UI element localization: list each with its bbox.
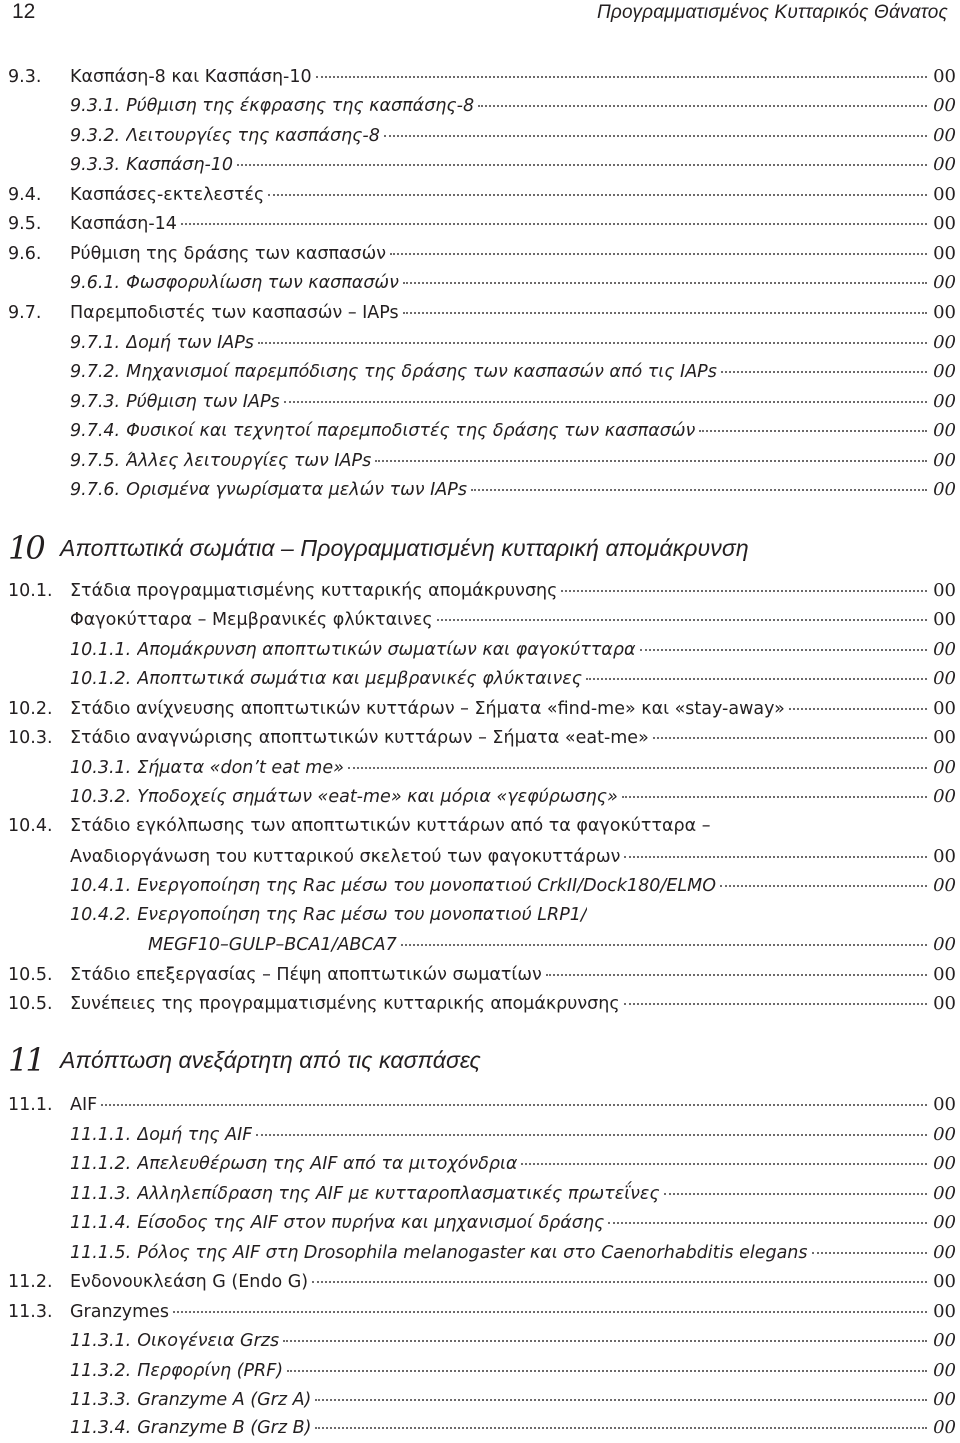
dot-leader: [287, 1370, 927, 1372]
dot-leader: [315, 1399, 927, 1401]
entry-title: Κασπάση-10: [126, 155, 234, 175]
entry-title: Δομή της AIF: [137, 1125, 253, 1145]
entry-title: Λειτουργίες της κασπάσης-8: [126, 126, 380, 146]
entry-page: 00: [933, 1389, 956, 1410]
dot-leader: [283, 1340, 927, 1342]
entry-number: 11.3.3.: [70, 1390, 132, 1410]
dot-leader: [258, 342, 927, 344]
entry-number: 9.7.1.: [70, 333, 121, 353]
entry-page: 00: [933, 846, 956, 867]
entry-page: 00: [933, 1212, 956, 1233]
entry-title: Στάδιο επεξεργασίας – Πέψη αποπτωτικών σωματίων: [70, 965, 542, 985]
entry-page: 00: [933, 757, 956, 778]
entry-title: Φωσφορυλίωση των κασπασών: [126, 273, 399, 293]
toc-entry[interactable]: [8, 1149, 956, 1178]
dot-leader: [268, 194, 927, 196]
entry-title: Granzyme B (Grz B): [137, 1418, 312, 1438]
chapter-title: Αποπτωτικά σωμάτια – Προγραμματισμένη κυτταρική απομάκρυνση: [60, 534, 749, 561]
dot-leader: [312, 1281, 927, 1283]
entry-page: 00: [933, 125, 956, 146]
toc-entry[interactable]: [8, 1120, 956, 1149]
entry-title: Ρύθμιση της δράσης των κασπασών: [70, 244, 387, 264]
entry-number: 11.3.: [8, 1302, 53, 1322]
entry-number: 10.1.: [8, 581, 53, 601]
running-title: Προγραμματισμένος Κυτταρικός Θάνατος: [596, 2, 948, 23]
entry-title: Αποπτωτικά σωμάτια και μεμβρανικές φλύκταινες: [137, 669, 583, 689]
entry-page: 00: [933, 786, 956, 807]
toc-entry[interactable]: [8, 1413, 956, 1442]
toc-entry[interactable]: [8, 1090, 956, 1119]
entry-number: 11.1.2.: [70, 1154, 132, 1174]
dot-leader: [699, 430, 927, 432]
entry-number: 11.1.3.: [70, 1184, 132, 1204]
entry-number: 11.3.2.: [70, 1361, 132, 1381]
dot-leader: [471, 489, 927, 491]
entry-number: 9.7.4.: [70, 421, 121, 441]
entry-page: 00: [933, 1183, 956, 1204]
dot-leader: [284, 401, 927, 403]
dot-leader: [624, 1003, 927, 1005]
entry-title: Απομάκρυνση αποπτωτικών σωματίων και φαγοκύτταρα: [137, 640, 636, 660]
toc-entry[interactable]: [8, 694, 956, 723]
dot-leader: [664, 1193, 927, 1195]
entry-title: Ενεργοποίηση της Rac μέσω του μονοπατιού LRP1/: [137, 905, 587, 925]
dot-leader: [789, 708, 927, 710]
entry-number: 11.2.: [8, 1272, 53, 1292]
entry-number: 9.3.: [8, 67, 42, 87]
entry-page: 00: [933, 302, 956, 323]
entry-number: 10.4.: [8, 816, 53, 836]
entry-number: 11.1.1.: [70, 1125, 132, 1145]
entry-number: 9.6.: [8, 244, 42, 264]
dot-leader: [237, 164, 927, 166]
entry-title: Στάδιο αναγνώρισης αποπτωτικών κυττάρων – Σήματα «eat-me»: [70, 728, 649, 748]
dot-leader: [586, 678, 927, 680]
entry-page: 00: [933, 934, 956, 955]
entry-number: 9.6.1.: [70, 273, 121, 293]
entry-page: 00: [933, 1360, 956, 1381]
chapter-title: Απόπτωση ανεξάρτητη από τις κασπάσες: [60, 1046, 481, 1073]
entry-page: 00: [933, 1271, 956, 1292]
entry-title: Στάδια προγραμματισμένης κυτταρικής απομάκρυνσης: [70, 581, 558, 601]
entry-title: Κασπάση-14: [70, 214, 177, 234]
entry-page: 00: [933, 479, 956, 500]
toc-entry[interactable]: [8, 782, 956, 811]
entry-page: 00: [933, 727, 956, 748]
entry-title: Είσοδος της AIF στον πυρήνα και μηχανισμοί δράσης: [137, 1213, 605, 1233]
entry-page: 00: [933, 1417, 956, 1438]
entry-number: 9.7.5.: [70, 451, 121, 471]
toc-entry[interactable]: [8, 812, 956, 841]
toc-entry[interactable]: [8, 842, 956, 871]
toc-entry[interactable]: [8, 150, 956, 179]
entry-title: MEGF10–GULP–BCA1/ABCA7: [148, 935, 397, 955]
dot-leader: [348, 767, 927, 769]
chapter-number: 11: [8, 1041, 43, 1079]
dot-leader: [101, 1104, 927, 1106]
toc-entry[interactable]: [8, 753, 956, 782]
entry-title: Αναδιοργάνωση του κυτταρικού σκελετού των φαγοκυττάρων: [70, 847, 621, 867]
toc-entry[interactable]: [8, 62, 956, 91]
dot-leader: [173, 1311, 927, 1313]
toc-entry[interactable]: [8, 416, 956, 445]
entry-number: 9.7.2.: [70, 362, 121, 382]
entry-page: 00: [933, 243, 956, 264]
toc-entry[interactable]: [8, 268, 956, 297]
entry-page: 00: [933, 154, 956, 175]
entry-title: Απελευθέρωση της AIF από τα μιτοχόνδρια: [137, 1154, 518, 1174]
toc-entry[interactable]: [8, 1267, 956, 1296]
toc-entry[interactable]: [8, 930, 956, 959]
entry-number: 9.7.3.: [70, 392, 121, 412]
entry-title: Υποδοχείς σημάτων «eat-me» και μόρια «γεφύρωσης»: [137, 787, 618, 807]
chapter-heading[interactable]: [8, 528, 749, 568]
toc-entry[interactable]: [8, 209, 956, 238]
entry-number: 10.4.1.: [70, 876, 132, 896]
entry-title: Ρύθμιση των IAPs: [126, 392, 280, 412]
entry-page: 00: [933, 1242, 956, 1263]
chapter-number: 10: [8, 529, 43, 567]
entry-number: 10.3.1.: [70, 758, 132, 778]
toc-entry[interactable]: [8, 446, 956, 475]
dot-leader: [561, 590, 927, 592]
dot-leader: [401, 944, 927, 946]
entry-number: 10.5.: [8, 965, 53, 985]
entry-page: 00: [933, 361, 956, 382]
entry-page: 00: [933, 668, 956, 689]
entry-page: 00: [933, 391, 956, 412]
dot-leader: [181, 223, 927, 225]
entry-title: Αλληλεπίδραση της AIF με κυτταροπλασματικές πρωτεΐνες: [137, 1184, 660, 1204]
toc-entry[interactable]: [8, 1297, 956, 1326]
entry-number: 11.3.1.: [70, 1331, 132, 1351]
toc-entry[interactable]: [8, 960, 956, 989]
toc-entry[interactable]: [8, 357, 956, 386]
entry-page: 00: [933, 1124, 956, 1145]
toc-entry[interactable]: [8, 1238, 956, 1267]
entry-number: 11.1.5.: [70, 1243, 132, 1263]
toc-entry[interactable]: [8, 1179, 956, 1208]
entry-title: Περφορίνη (PRF): [137, 1361, 284, 1381]
entry-title: Ενδονουκλεάση G (Endo G): [70, 1272, 309, 1292]
entry-page: 00: [933, 698, 956, 719]
dot-leader: [437, 619, 928, 621]
dot-leader: [608, 1222, 927, 1224]
entry-page: 00: [933, 420, 956, 441]
dot-leader: [403, 282, 927, 284]
entry-page: 00: [933, 1330, 956, 1351]
entry-number: 11.3.4.: [70, 1418, 132, 1438]
dot-leader: [521, 1163, 927, 1165]
entry-title: Μηχανισμοί παρεμπόδισης της δράσης των κασπασών από τις IAPs: [126, 362, 717, 382]
entry-number: 10.5.: [8, 994, 53, 1014]
entry-title: Δομή των IAPs: [126, 333, 254, 353]
toc-entry[interactable]: [8, 871, 956, 900]
entry-number: 9.5.: [8, 214, 42, 234]
toc-entry[interactable]: [8, 635, 956, 664]
entry-page: 00: [933, 1301, 956, 1322]
entry-title: AIF: [70, 1095, 98, 1115]
entry-title: Στάδιο ανίχνευσης αποπτωτικών κυττάρων – Σήματα «find-me» και «stay-away»: [70, 699, 785, 719]
dot-leader: [653, 737, 927, 739]
entry-page: 00: [933, 964, 956, 985]
entry-number: 11.1.: [8, 1095, 53, 1115]
dot-leader: [403, 312, 927, 314]
entry-number: 9.3.2.: [70, 126, 121, 146]
dot-leader: [390, 253, 927, 255]
entry-title: Φυσικοί και τεχνητοί παρεμποδιστές της δράσης των κασπασών: [126, 421, 696, 441]
toc-entry[interactable]: [8, 664, 956, 693]
toc-entry[interactable]: [8, 1356, 956, 1385]
entry-page: 00: [933, 95, 956, 116]
entry-page: 00: [933, 450, 956, 471]
entry-number: 9.4.: [8, 185, 42, 205]
dot-leader: [812, 1252, 928, 1254]
dot-leader: [256, 1134, 927, 1136]
entry-number: 9.7.: [8, 303, 42, 323]
dot-leader: [624, 856, 927, 858]
dot-leader: [384, 135, 927, 137]
entry-number: 10.1.1.: [70, 640, 132, 660]
entry-number: 9.3.1.: [70, 96, 121, 116]
dot-leader: [721, 371, 927, 373]
toc-entry[interactable]: [8, 328, 956, 357]
entry-number: 11.1.4.: [70, 1213, 132, 1233]
dot-leader: [315, 1427, 927, 1429]
entry-title: Ρόλος της AIF στη Drosophila melanogaster και στο Caenorhabditis elegans: [137, 1243, 808, 1263]
toc-entry[interactable]: [8, 1326, 956, 1355]
toc-entry[interactable]: [8, 475, 956, 504]
toc-entry[interactable]: [8, 605, 956, 634]
toc-entry[interactable]: [8, 121, 956, 150]
entry-title: Οικογένεια Grzs: [137, 1331, 280, 1351]
entry-title: Κασπάση-8 και Κασπάση-10: [70, 67, 312, 87]
entry-page: 00: [933, 1153, 956, 1174]
entry-title: Στάδιο εγκόλπωσης των αποπτωτικών κυττάρων από τα φαγοκύτταρα –: [70, 816, 711, 836]
toc-entry[interactable]: [8, 239, 956, 268]
dot-leader: [546, 974, 927, 976]
toc-entry[interactable]: [8, 298, 956, 327]
toc-entry[interactable]: [8, 576, 956, 605]
entry-page: 00: [933, 639, 956, 660]
entry-page: 00: [933, 993, 956, 1014]
entry-page: 00: [933, 184, 956, 205]
entry-title: Ενεργοποίηση της Rac μέσω του μονοπατιού CrkII/Dock180/ELMO: [137, 876, 716, 896]
entry-number: 10.1.2.: [70, 669, 132, 689]
page-number: 12: [12, 0, 36, 23]
entry-title: Κασπάσες-εκτελεστές: [70, 185, 265, 205]
entry-number: 10.2.: [8, 699, 53, 719]
dot-leader: [622, 796, 927, 798]
entry-title: Φαγοκύτταρα – Μεμβρανικές φλύκταινες: [70, 610, 433, 630]
dot-leader: [478, 105, 927, 107]
toc-entry[interactable]: [8, 91, 956, 120]
chapter-heading[interactable]: [8, 1040, 481, 1080]
toc-entry[interactable]: [8, 901, 956, 930]
toc-entry[interactable]: [8, 1385, 956, 1414]
entry-title: Σήματα «don’t eat me»: [137, 758, 344, 778]
toc-entry[interactable]: [8, 180, 956, 209]
toc-entry[interactable]: [8, 1208, 956, 1237]
entry-number: 10.3.2.: [70, 787, 132, 807]
toc-entry[interactable]: [8, 387, 956, 416]
entry-page: 00: [933, 875, 956, 896]
entry-number: 10.3.: [8, 728, 53, 748]
dot-leader: [720, 885, 927, 887]
entry-page: 00: [933, 1094, 956, 1115]
entry-title: Παρεμποδιστές των κασπασών – IAPs: [70, 303, 399, 323]
toc-entry[interactable]: [8, 989, 956, 1018]
entry-page: 00: [933, 66, 956, 87]
entry-number: 9.7.6.: [70, 480, 121, 500]
entry-number: 10.4.2.: [70, 905, 132, 925]
entry-title: Συνέπειες της προγραμματισμένης κυτταρικής απομάκρυνσης: [70, 994, 620, 1014]
dot-leader: [316, 76, 927, 78]
entry-page: 00: [933, 272, 956, 293]
dot-leader: [375, 460, 927, 462]
toc-entry[interactable]: [8, 723, 956, 752]
entry-number: 9.3.3.: [70, 155, 121, 175]
entry-title: Άλλες λειτουργίες των IAPs: [126, 451, 372, 471]
entry-title: Ορισμένα γνωρίσματα μελών των IAPs: [126, 480, 467, 500]
entry-page: 00: [933, 213, 956, 234]
entry-page: 00: [933, 332, 956, 353]
entry-page: 00: [933, 580, 956, 601]
entry-page: 00: [933, 609, 956, 630]
entry-title: Ρύθμιση της έκφρασης της κασπάσης-8: [126, 96, 475, 116]
dot-leader: [640, 649, 928, 651]
entry-title: Granzymes: [70, 1302, 170, 1322]
entry-title: Granzyme A (Grz A): [137, 1390, 312, 1410]
